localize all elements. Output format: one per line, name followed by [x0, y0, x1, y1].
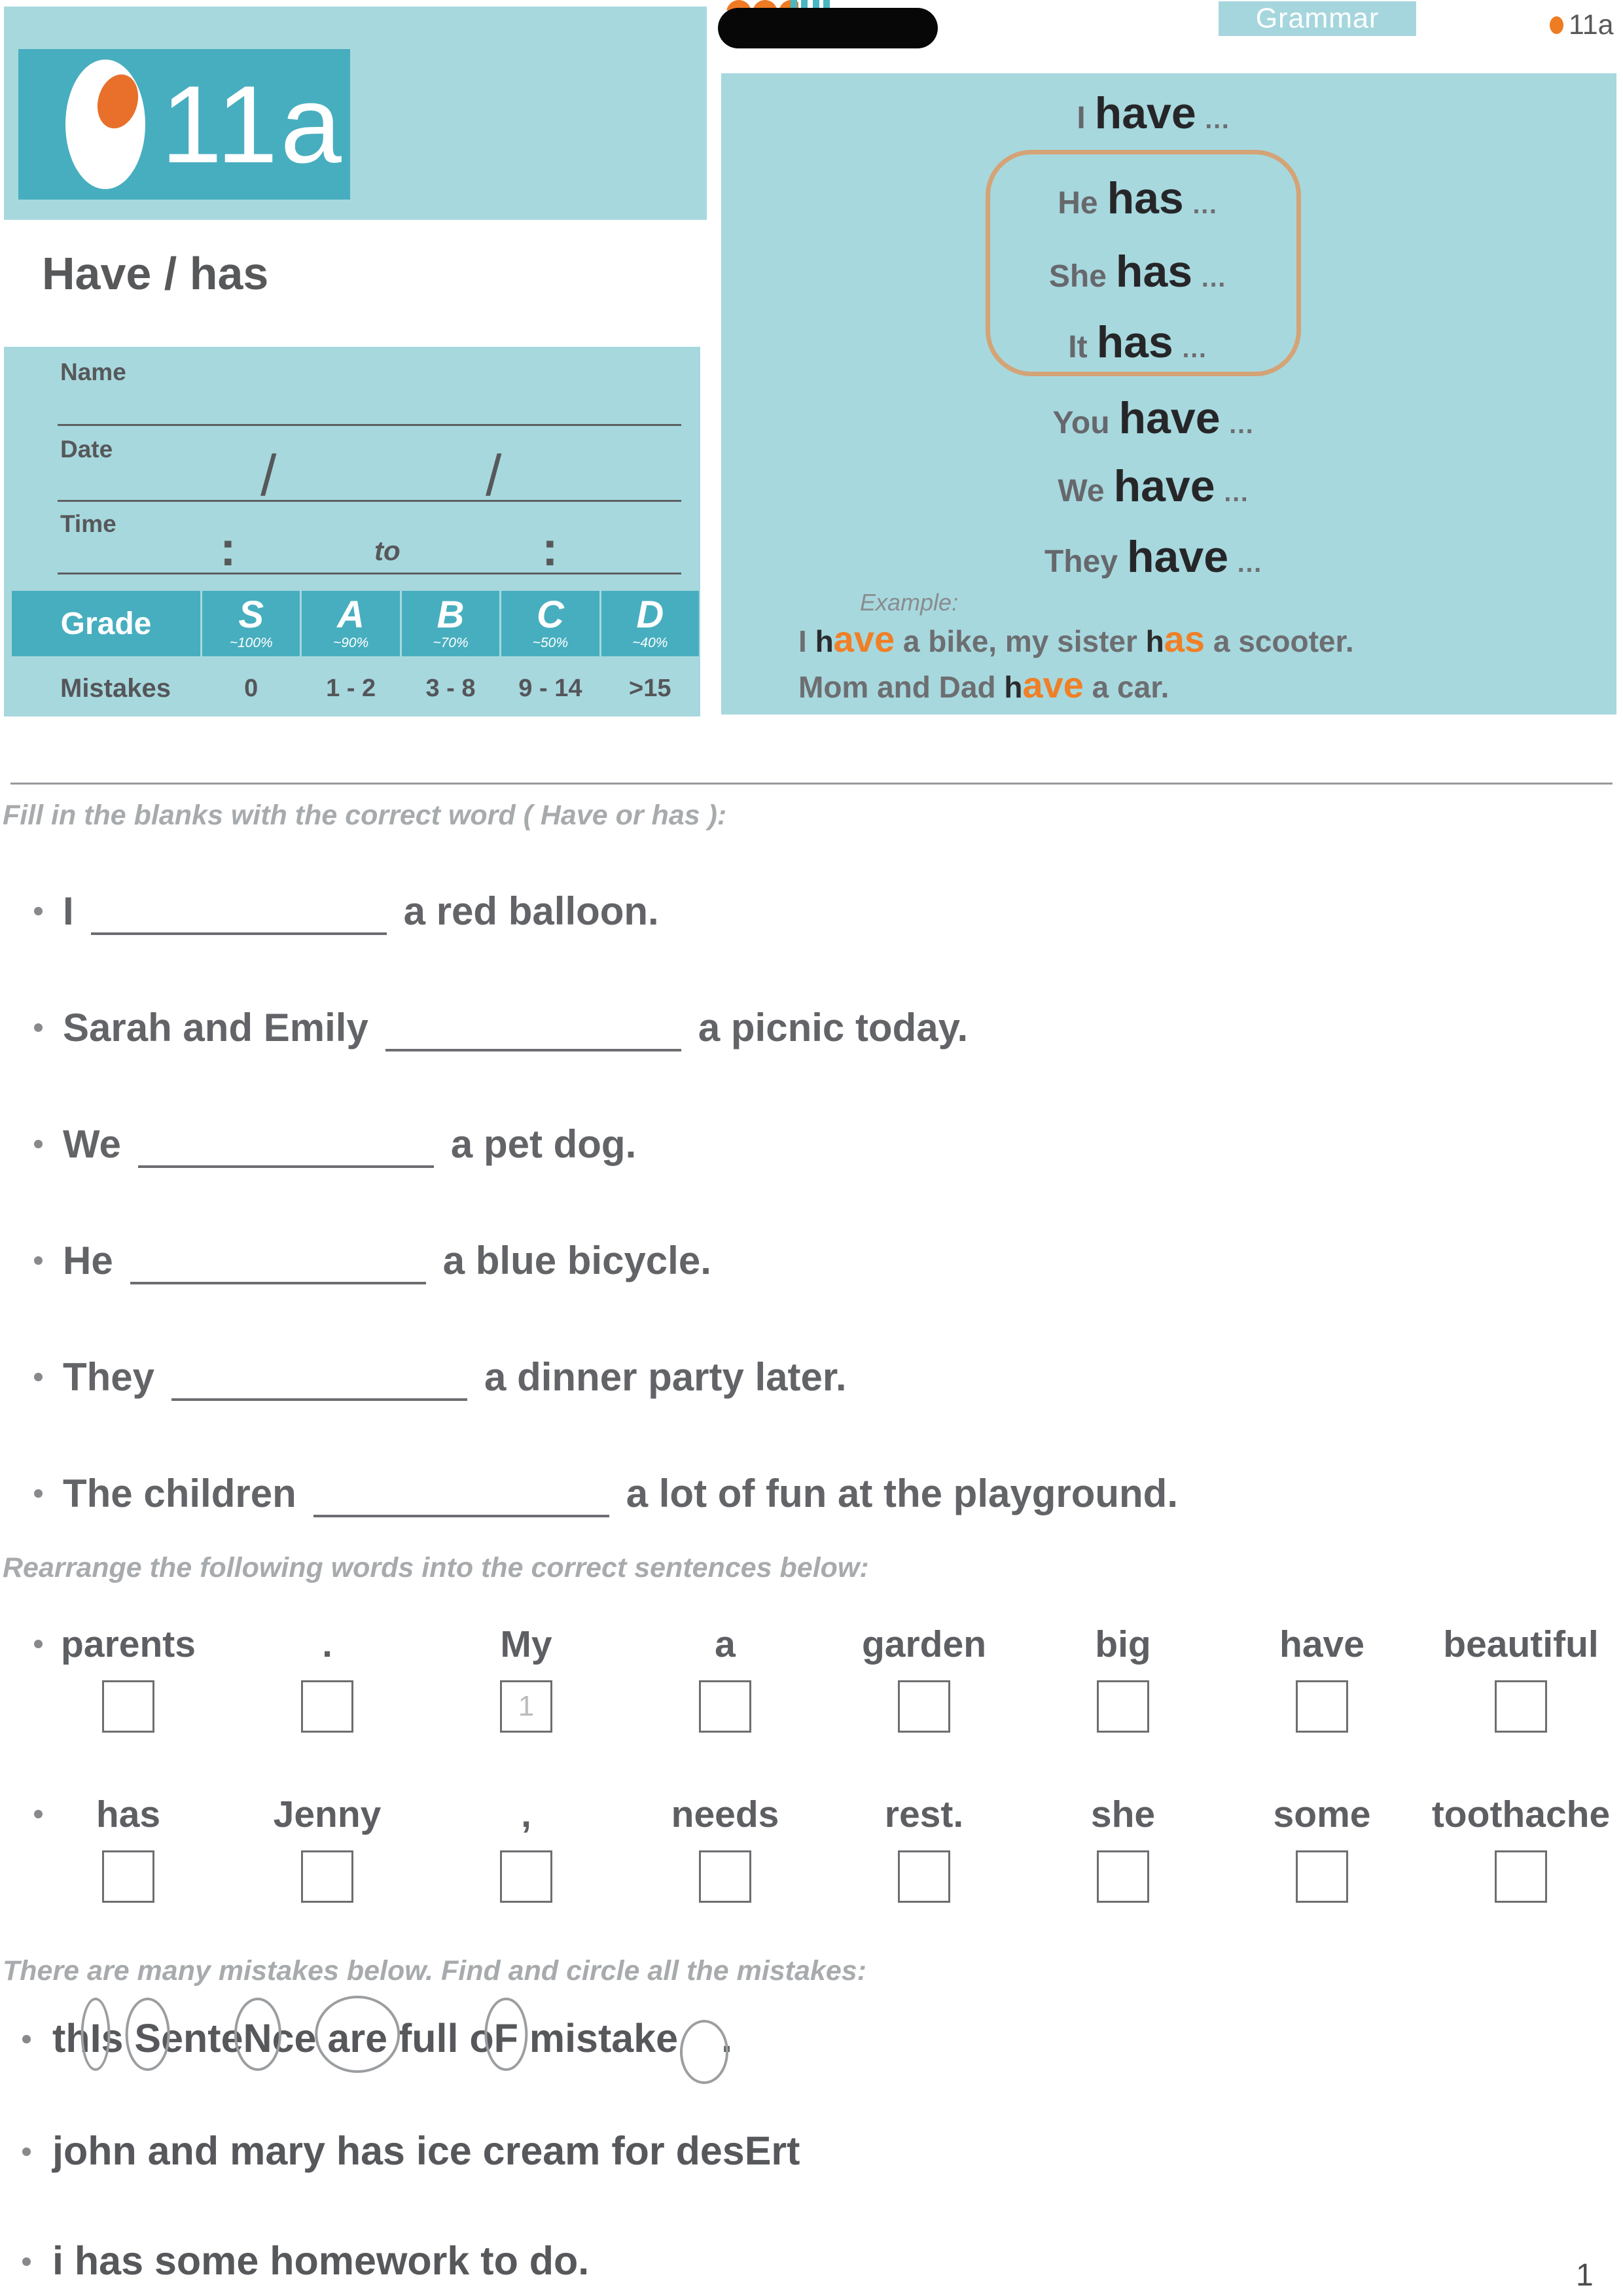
bullet-icon: [34, 907, 43, 915]
ellipsis: …: [1191, 190, 1220, 219]
word-label: big: [1095, 1623, 1151, 1665]
pronoun: He: [1058, 186, 1098, 221]
ellipsis: …: [1236, 549, 1265, 578]
fill-sentence: [0, 1005, 1623, 1077]
time-to-label: to: [374, 535, 401, 566]
answer-blank[interactable]: [130, 1282, 426, 1284]
sentence-text: [63, 1238, 711, 1283]
sentence-pre: The children: [63, 1472, 296, 1515]
word-label: ,: [521, 1793, 531, 1835]
grade-letter: C: [536, 593, 564, 636]
word-label: needs: [671, 1793, 779, 1835]
word-label: she: [1090, 1793, 1156, 1835]
word-item: [1222, 1623, 1421, 1733]
mistake-circle: are: [327, 2016, 387, 2060]
order-box[interactable]: [301, 1680, 353, 1733]
verb: have: [1113, 461, 1215, 511]
word-label: .: [322, 1623, 332, 1665]
word-label: a: [715, 1623, 736, 1665]
ellipsis: …: [1200, 264, 1229, 292]
word-item: [29, 1793, 228, 1903]
example-segment: Mom and Dad: [798, 670, 1005, 704]
word-item: [1421, 1623, 1620, 1733]
word-item: [228, 1623, 427, 1733]
mistakes-value: 1 - 2: [326, 675, 376, 702]
time-input-line[interactable]: [58, 573, 681, 574]
sentence-post: a dinner party later.: [484, 1355, 847, 1399]
example-label: Example:: [860, 589, 959, 616]
time-label: Time: [60, 510, 116, 537]
grade-table: [12, 591, 699, 656]
grade-letter: A: [337, 593, 365, 636]
conjugation-row: [707, 461, 1602, 512]
order-box[interactable]: [500, 1850, 552, 1903]
grade-label: Grade: [60, 606, 152, 641]
bullet-icon: [34, 1489, 43, 1498]
verb: have: [1094, 88, 1196, 138]
example-segment: a bike, my sister: [895, 624, 1146, 658]
order-box[interactable]: [301, 1850, 353, 1903]
sentence-text: [63, 1354, 847, 1400]
date-input-line[interactable]: [58, 500, 681, 502]
example-segment: ave: [833, 618, 895, 660]
order-box[interactable]: [1296, 1850, 1348, 1903]
word-row: [29, 1793, 1620, 1903]
example-segment: a scooter.: [1205, 624, 1354, 658]
answer-blank[interactable]: [91, 932, 387, 935]
order-box[interactable]: [500, 1680, 552, 1733]
mistakes-value: 9 - 14: [518, 675, 582, 702]
grade-header-cell: [12, 591, 200, 656]
pronoun: They: [1044, 544, 1118, 579]
fill-sentence: [0, 889, 1623, 961]
sentence-fragment: ente: [161, 2016, 243, 2060]
bullet-icon: [22, 2035, 31, 2043]
conjugation-row: [986, 173, 1292, 224]
lesson-logo: [18, 49, 350, 200]
lesson-code-text: 11a: [1569, 9, 1614, 41]
bullet-icon: [34, 1373, 43, 1381]
order-box[interactable]: [1296, 1680, 1348, 1733]
sentence-fragment: ce: [272, 2016, 328, 2060]
pronoun: She: [1048, 259, 1107, 294]
sentence-fragment: mistake: [518, 2016, 679, 2060]
verb: have: [1127, 532, 1229, 582]
example-segment: h: [1004, 670, 1023, 704]
word-item: [1421, 1793, 1620, 1903]
section-divider: [10, 783, 1613, 785]
verb: has: [1107, 173, 1184, 223]
word-label: some: [1273, 1793, 1371, 1835]
grade-letter: S: [238, 593, 264, 636]
sentence-fragment: th: [52, 2016, 90, 2060]
grade-percent: ~90%: [332, 635, 369, 650]
word-row: [29, 1623, 1620, 1733]
mistake-circle: I: [90, 2016, 101, 2060]
mistakes-label: Mistakes: [60, 674, 171, 703]
sentence-text: [63, 889, 659, 934]
answer-blank[interactable]: [171, 1398, 467, 1401]
rearrange-section-heading: Rearrange the following words into the correct sentences below:: [3, 1552, 869, 1583]
sentence-pre: He: [63, 1239, 113, 1282]
grade-percent: ~70%: [433, 635, 469, 650]
word-item: [228, 1793, 427, 1903]
bullet-icon: [22, 2147, 31, 2156]
word-item: [1024, 1623, 1222, 1733]
verb: has: [1115, 247, 1193, 296]
conjugation-row: [707, 393, 1602, 444]
sentence-text: [63, 1471, 1178, 1516]
grade-cell: [601, 591, 699, 656]
mistake-circle: N: [243, 2016, 272, 2060]
lesson-number: 11a: [161, 63, 344, 186]
word-label: garden: [861, 1623, 987, 1665]
bullet-icon: [34, 1023, 43, 1032]
order-box[interactable]: [1097, 1680, 1149, 1733]
word-label: beautiful: [1443, 1623, 1599, 1665]
conjugation-panel: [721, 73, 1616, 715]
date-slash: /: [260, 443, 277, 508]
page-title: Have / has: [42, 248, 269, 299]
example-segment: h: [815, 624, 834, 658]
grade-percent: ~100%: [229, 635, 273, 650]
word-item: [1222, 1793, 1421, 1903]
example-segment: h: [1145, 624, 1164, 658]
sentence-post: a pet dog.: [450, 1122, 637, 1166]
word-item: [427, 1623, 626, 1733]
fill-sentence: [0, 1354, 1623, 1426]
order-box[interactable]: [699, 1850, 751, 1903]
time-colon: :: [542, 521, 558, 576]
word-label: parents: [61, 1623, 196, 1665]
student-info-panel: [4, 347, 700, 716]
grade-percent: ~50%: [532, 635, 569, 650]
example-segment: a car.: [1083, 670, 1169, 704]
header-panel: [4, 7, 707, 220]
order-box[interactable]: [102, 1680, 154, 1733]
orange-dot-icon: [1550, 16, 1563, 34]
ellipsis: …: [1228, 410, 1257, 439]
word-label: have: [1279, 1623, 1364, 1665]
bullet-icon: [22, 2257, 31, 2266]
sentence-text: [52, 2128, 800, 2174]
mistake-circle: F: [493, 2016, 518, 2060]
answer-blank[interactable]: [385, 1049, 681, 1051]
order-box[interactable]: [898, 1680, 950, 1733]
word-label: rest.: [884, 1793, 964, 1835]
example-segment: as: [1164, 618, 1205, 660]
sentence-fragment: john and mary has ice cream for desErt: [52, 2128, 800, 2173]
mistakes-value: 3 - 8: [425, 675, 476, 702]
verb: has: [1096, 317, 1173, 367]
name-label: Name: [60, 359, 126, 385]
order-box[interactable]: [1495, 1680, 1547, 1733]
fill-sentence: [0, 1471, 1623, 1543]
word-item: [427, 1793, 626, 1903]
order-box[interactable]: [898, 1850, 950, 1903]
conjugation-row: [707, 531, 1602, 582]
word-item: [825, 1793, 1024, 1903]
lesson-code-corner: [1550, 9, 1614, 41]
grade-letter: D: [636, 593, 664, 636]
sentence-text: [63, 1122, 636, 1167]
mistakes-row: [12, 674, 699, 703]
grade-percent: ~40%: [632, 635, 668, 650]
date-slash: /: [486, 443, 502, 508]
ellipsis: …: [1181, 334, 1209, 363]
example-sentence: [798, 663, 1169, 706]
pronoun: You: [1052, 406, 1110, 440]
order-box[interactable]: [1495, 1850, 1547, 1903]
page-number: 1: [1576, 2258, 1594, 2293]
word-item: [29, 1623, 228, 1733]
conjugation-row: [707, 88, 1602, 139]
sentence-post: a picnic today.: [698, 1006, 969, 1050]
ellipsis: …: [1222, 478, 1251, 507]
pronoun: It: [1068, 330, 1088, 364]
mistake-circle: S: [134, 2016, 162, 2060]
bullet-icon: [34, 1256, 43, 1265]
example-segment: ave: [1022, 664, 1084, 705]
sentence-post: a red balloon.: [403, 889, 659, 933]
sentence-pre: Sarah and Emily: [63, 1006, 368, 1050]
order-box[interactable]: [1097, 1850, 1149, 1903]
mistakes-value: 0: [244, 675, 259, 702]
sentence-pre: They: [63, 1355, 155, 1399]
sentence-pre: We: [63, 1122, 121, 1166]
redacted-logo: [718, 8, 938, 48]
conjugation-row: [986, 246, 1292, 297]
word-item: [825, 1623, 1024, 1733]
fill-sentence: [0, 1122, 1623, 1193]
word-item: [626, 1623, 825, 1733]
bullet-icon: [34, 1140, 43, 1148]
sentence-text: [63, 1005, 968, 1050]
grade-cell: [402, 591, 499, 656]
sentence-post: a lot of fun at the playground.: [626, 1472, 1178, 1515]
example-segment: I: [798, 624, 815, 658]
word-item: [1024, 1793, 1222, 1903]
example-sentence: [798, 618, 1354, 660]
sentence-text: [52, 2238, 589, 2284]
word-label: toothache: [1431, 1793, 1611, 1835]
grade-cell: [302, 591, 399, 656]
word-label: has: [96, 1793, 161, 1835]
order-box[interactable]: [699, 1680, 751, 1733]
sentence-post: a blue bicycle.: [442, 1239, 711, 1282]
time-colon: :: [220, 521, 236, 576]
pronoun: I: [1077, 101, 1086, 135]
order-number: 1: [518, 1690, 535, 1722]
ellipsis: …: [1204, 105, 1232, 134]
word-item: [626, 1793, 825, 1903]
answer-blank[interactable]: [138, 1165, 434, 1168]
grade-cell: [202, 591, 300, 656]
subject-badge: Grammar: [1219, 1, 1416, 36]
date-label: Date: [60, 436, 113, 463]
verb: have: [1118, 393, 1221, 443]
answer-blank[interactable]: [313, 1515, 609, 1517]
sentence-fragment: s: [101, 2016, 135, 2060]
fill-sentence: [0, 1238, 1623, 1310]
word-label: My: [500, 1623, 552, 1665]
mistakes-value: >15: [629, 675, 671, 702]
order-box[interactable]: [102, 1850, 154, 1903]
conjugation-row: [986, 317, 1292, 368]
mistakes-section-heading: There are many mistakes below. Find and circle all the mistakes:: [3, 1955, 866, 1987]
sentence-fragment: full o: [387, 2016, 494, 2060]
grade-cell: [501, 591, 599, 656]
pronoun: We: [1058, 474, 1105, 508]
fill-section-heading: Fill in the blanks with the correct word ( Have or has ):: [3, 800, 727, 831]
sentence-fragment: i has some homework to do.: [52, 2238, 590, 2283]
grade-letter: B: [437, 593, 465, 636]
sentence-text: [52, 2015, 732, 2061]
sentence-fragment: .: [721, 2016, 733, 2060]
word-label: Jenny: [273, 1793, 382, 1835]
name-input-line[interactable]: [58, 424, 681, 426]
sentence-pre: I: [63, 889, 74, 933]
